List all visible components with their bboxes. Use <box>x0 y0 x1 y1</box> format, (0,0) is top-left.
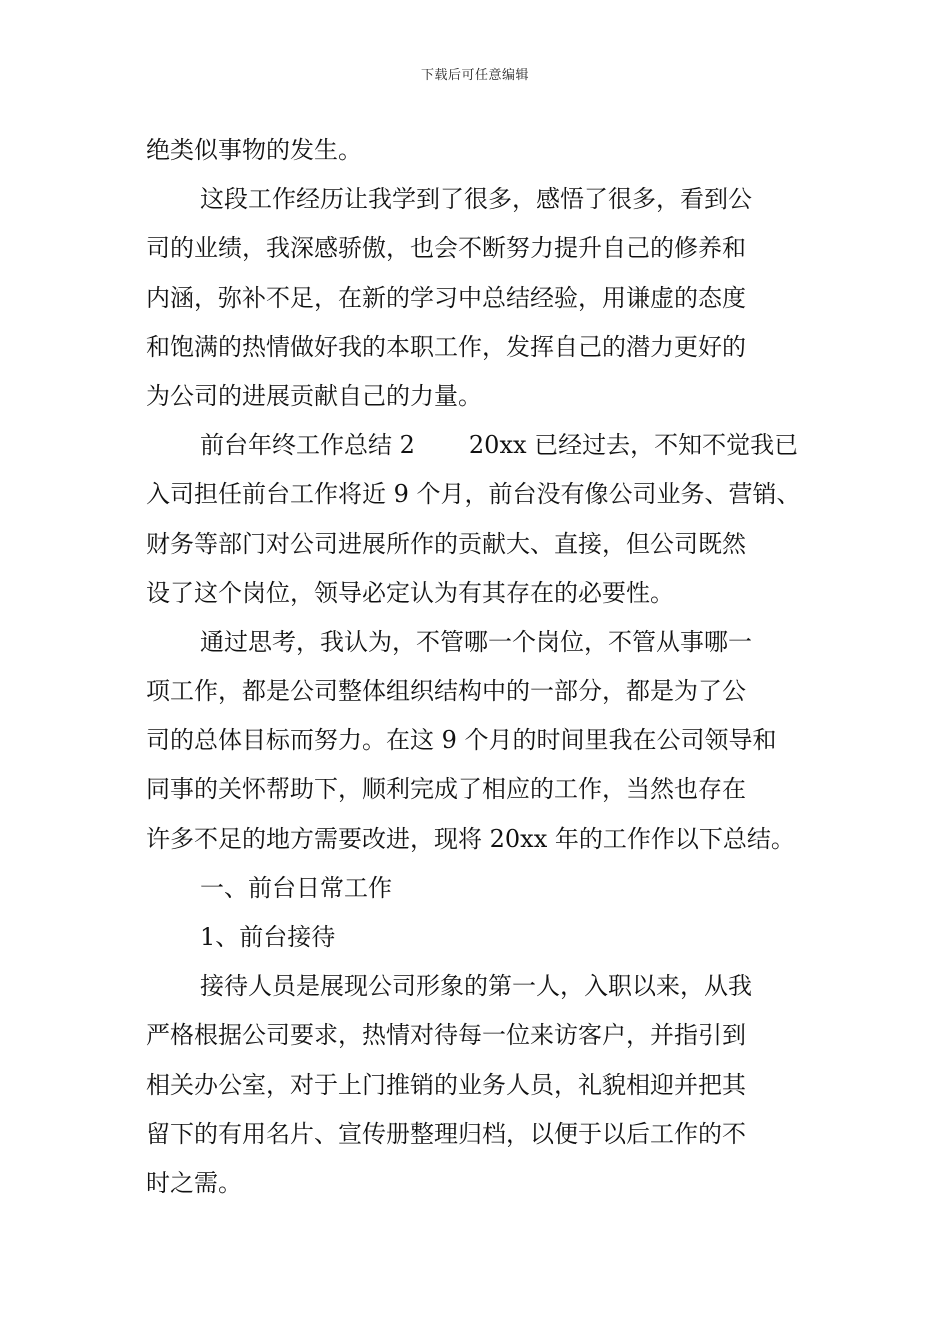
text-line: 时之需。 <box>146 1168 242 1197</box>
text-line: 为公司的进展贡献自己的力量。 <box>146 381 482 410</box>
text-line: 相关办公室，对于上门推销的业务人员，礼貌相迎并把其 <box>146 1070 746 1099</box>
text-line: 绝类似事物的发生。 <box>146 136 362 164</box>
heading-level-1: 一、前台日常工作 <box>200 873 392 902</box>
text-line: 财务等部门对公司进展所作的贡献大、直接，但公司既然 <box>146 529 746 558</box>
text-line: 许多不足的地方需要改进，现将 20xx 年的工作作以下总结。 <box>146 824 795 853</box>
text-line: 内涵，弥补不足，在新的学习中总结经验，用谦虚的态度 <box>146 283 746 312</box>
heading-level-2: 1、前台接待 <box>200 923 336 951</box>
text-line: 留下的有用名片、宣传册整理归档，以便于以后工作的不 <box>146 1119 746 1148</box>
text-line: 设了这个岗位，领导必定认为有其存在的必要性。 <box>146 578 674 607</box>
text-line: 接待人员是展现公司形象的第一人，入职以来，从我 <box>200 972 752 1001</box>
text-line: 司的业绩，我深感骄傲，也会不断努力提升自己的修养和 <box>146 234 746 263</box>
section-title: 前台年终工作总结 2 <box>200 431 415 460</box>
text-line: 入司担任前台工作将近 9 个月，前台没有像公司业务、营销、 <box>146 480 801 509</box>
page-header: 下载后可任意编辑 <box>420 68 529 83</box>
text-line: 项工作，都是公司整体组织结构中的一部分，都是为了公 <box>146 677 746 706</box>
text-line: 和饱满的热情做好我的本职工作，发挥自己的潜力更好的 <box>146 332 746 361</box>
text-line: 同事的关怀帮助下，顺利完成了相应的工作，当然也存在 <box>146 775 746 804</box>
text-line: 司的总体目标而努力。在这 9 个月的时间里我在公司领导和 <box>146 726 777 755</box>
text-line-section-title <box>146 421 846 470</box>
section-intro: 20xx 已经过去，不知不觉我已 <box>468 431 799 460</box>
text-line: 严格根据公司要求，热情对待每一位来访客户，并指引到 <box>146 1021 746 1050</box>
text-line: 通过思考，我认为，不管哪一个岗位，不管从事哪一 <box>200 627 752 656</box>
text-line: 这段工作经历让我学到了很多，感悟了很多，看到公 <box>200 185 752 214</box>
document-body <box>146 126 846 1208</box>
